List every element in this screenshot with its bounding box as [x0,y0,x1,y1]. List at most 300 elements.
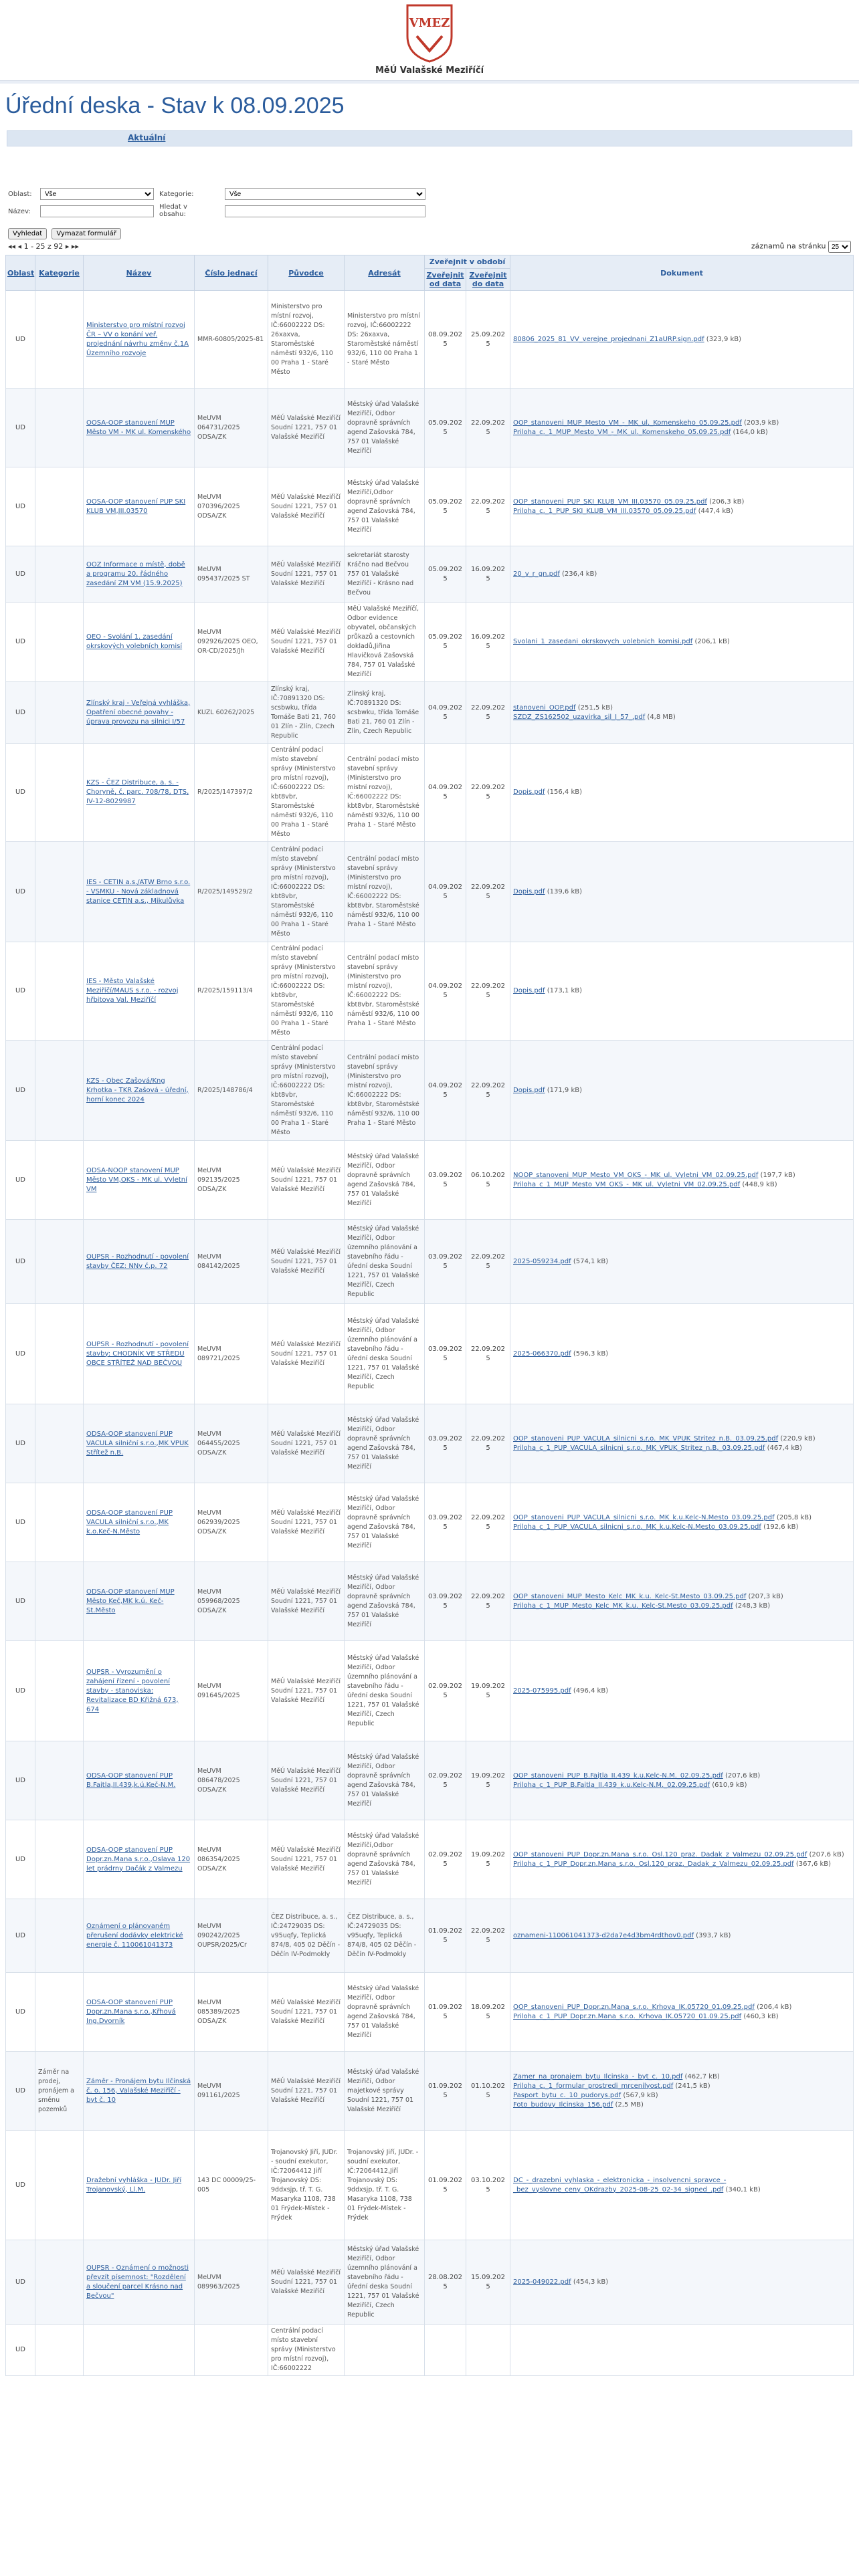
kategorie-label: Kategorie: [159,191,194,198]
cell-cislo: MeUVM 092135/2025 ODSA/ZK [195,1141,268,1220]
document-link[interactable]: Priloha_c_1_PUP_Dopr.zn.Mana_s.r.o._Osl.120_praz._Dadak_z_Valmezu_02.09.25.pdf [513,1860,794,1868]
document-size: (596,3 kB) [573,1350,609,1358]
cell-kategorie [35,2131,84,2240]
document-size: (367,6 kB) [795,1860,832,1868]
cell-od: 03.09.2025 [425,1483,466,1562]
table-row [6,1304,854,1404]
cell-puvodce: MěÚ Valašské Meziříčí Soudní 1221, 757 01 Valašské Meziříčí [268,1483,345,1562]
cell-oblast: UD [6,1404,35,1483]
document-size: (460,3 kB) [743,2012,779,2020]
document-link[interactable]: Priloha_c_1_PUP_VACULA_silnicni_s.r.o._MK_VPUK_Stritez_n.B._03.09.25.pdf [513,1444,765,1452]
cell-adresat: MěÚ Valašské Meziříčí, Odbor evidence obyvatel, občanských průkazů a cestovních dokladů,Jiřina Hlavičková Zašovská 784, 757 01 Valašské Meziříčí [345,603,425,682]
cell-puvodce: Centrální podací místo stavební správy (Ministerstvo pro místní rozvoj), IČ:66002222 DS: kbt8vbr, Staroměstské náměstí 932/6, 110 00 Praha 1 - Staré Město [268,1041,345,1141]
cell-od: 03.09.2025 [425,1141,466,1220]
table-row [6,1562,854,1641]
cell-adresat: Městský úřad Valašské Meziříčí,Odbor dopravně správních agend Zašovská 784, 757 01 Valašské Meziříčí [345,1820,425,1899]
cell-oblast: UD [6,1820,35,1899]
cell-adresat: Městský úřad Valašské Meziříčí, Odbor územního plánování a stavebního řádu - úřední deska Soudní 1221, 757 01 Valašské Meziříčí, Czech Republic [345,1304,425,1404]
cell-cislo: MeUVM 095437/2025 ST [195,546,268,603]
document-link[interactable]: SZDZ_ZS162502_uzavirka_sil_I_57_.pdf [513,713,646,721]
cell-od: 04.09.2025 [425,1041,466,1141]
document-item [513,1931,850,1941]
document-link[interactable]: Priloha_c_1_MUP_Mesto_Kelc_MK_k.u._Kelc-St.Mesto_03.09.25.pdf [513,1602,733,1610]
document-link[interactable]: 2025-066370.pdf [513,1350,571,1358]
search-button[interactable]: Vyhledat [8,228,47,239]
document-link[interactable]: Priloha_c_1_PUP_Dopr.zn.Mana_s.r.o._Krhova_IK.05720_01.09.25.pdf [513,2012,742,2020]
cell-do: 22.09.2025 [466,1404,510,1483]
cell-adresat: Městský úřad Valašské Meziříčí, Odbor dopravně správních agend Zašovská 784, 757 01 Valašské Meziříčí [345,1483,425,1562]
cell-kategorie [35,942,84,1041]
cell-oblast: UD [6,1641,35,1741]
cell-nazev [84,842,195,942]
document-size: (4,8 MB) [647,713,676,721]
cell-oblast: UD [6,603,35,682]
cell-cislo: R/2025/159113/4 [195,942,268,1041]
document-link[interactable]: 2025-059234.pdf [513,1257,571,1265]
cell-do: 18.09.2025 [466,1973,510,2052]
document-link[interactable]: Priloha_c_1_PUP_VACULA_silnicni_s.r.o._MK_k.u.Kelc-N.Mesto_03.09.25.pdf [513,1523,761,1531]
nazev-label: Název: [8,208,31,215]
cell-kategorie [35,1483,84,1562]
cell-dokument [510,2131,854,2240]
document-item [513,2101,850,2110]
document-link[interactable]: Dopis.pdf [513,788,545,796]
document-size: (207,6 kB) [725,1772,761,1780]
cell-od: 04.09.2025 [425,842,466,942]
document-link[interactable]: stanoveni_OOP.pdf [513,704,576,712]
table-row [6,1483,854,1562]
document-item [513,1180,850,1190]
document-size: (251,5 kB) [577,704,613,712]
document-item [513,1350,850,1359]
cell-oblast: UD [6,842,35,942]
cell-dokument [510,1483,854,1562]
notice-table [5,255,854,2376]
table-row [6,2240,854,2325]
document-link[interactable]: Priloha_c._1_PUP_SKI_KLUB_VM_III.03570_05.09.25.pdf [513,507,696,515]
cell-cislo: R/2025/147397/2 [195,744,268,842]
table-row [6,942,854,1041]
document-size: (2,5 MB) [615,2101,644,2109]
cell-puvodce: MěÚ Valašské Meziříčí Soudní 1221, 757 01 Valašské Meziříčí [268,2052,345,2131]
document-link[interactable]: NOOP_stanoveni_MUP_Mesto_VM_OKS_-_MK_ul._Vyletni_VM_02.09.25.pdf [513,1171,759,1179]
cell-kategorie [35,1641,84,1741]
notice-title-link[interactable]: KZS - Obec Zašová/Kng Krhotka - TKR Zašová - úřední, horní konec 2024 [86,1077,189,1103]
cell-nazev [84,467,195,546]
col-puvodce[interactable]: Původce [268,255,345,291]
col-kategorie[interactable]: Kategorie [35,255,84,291]
document-size: (206,4 kB) [757,2003,792,2011]
notice-title-link[interactable]: Oznámení o plánovaném přerušení dodávky elektrické energie č. 110061041373 [86,1922,183,1949]
tab-current[interactable]: Aktuální [128,133,166,142]
town-crest-icon [405,3,454,63]
cell-adresat: Městský úřad Valašské Meziříčí, Odbor územního plánování a stavebního řádu - úřední deska Soudní 1221, 757 01 Valašské Meziříčí, Czech Republic [345,2240,425,2325]
cell-do: 22.09.2025 [466,1562,510,1641]
table-row [6,467,854,546]
notice-title-link[interactable]: ODSA-OOP stanovení MUP Město Keč,MK k.ú. Keč-St.Město [86,1588,175,1614]
document-item [513,335,850,344]
cell-oblast: UD [6,2325,35,2376]
cell-od: 01.09.2025 [425,1973,466,2052]
cell-adresat: Městský úřad Valašské Meziříčí, Odbor dopravně správních agend Zašovská 784, 757 01 Valašské Meziříčí [345,1141,425,1220]
cell-cislo: MeUVM 064731/2025 ODSA/ZK [195,389,268,467]
table-body [6,291,854,2376]
cell-oblast: UD [6,546,35,603]
cell-dokument [510,1741,854,1820]
cell-dokument [510,842,854,942]
cell-puvodce: MěÚ Valašské Meziříčí Soudní 1221, 757 01 Valašské Meziříčí [268,389,345,467]
cell-od: 03.09.2025 [425,1220,466,1304]
cell-cislo: MeUVM 091645/2025 [195,1641,268,1741]
table-row [6,1820,854,1899]
document-link[interactable]: Foto_budovy_Ilcinska_156.pdf [513,2101,613,2109]
document-size: (173,1 kB) [547,987,583,994]
cell-nazev [84,942,195,1041]
cell-adresat: Městský úřad Valašské Meziříčí, Odbor dopravně správních agend Zašovská 784, 757 01 Valašské Meziříčí [345,1973,425,2052]
fulltext-input[interactable] [225,205,425,217]
cell-do: 15.09.2025 [466,2240,510,2325]
document-link[interactable]: 20_v_r_gn.pdf [513,570,560,578]
cell-kategorie [35,1562,84,1641]
document-item [513,2072,850,2082]
document-link[interactable]: 80806_2025_81_VV_verejne_projednani_Z1aURP.sign.pdf [513,335,704,343]
cell-dokument [510,2325,854,2376]
notice-title-link[interactable]: ODSA-OOP stanovení PUP B.Fajtla,II.439,k.ú.Keč-N.M. [86,1772,176,1789]
document-size: (164,0 kB) [733,428,768,436]
cell-puvodce: MěÚ Valašské Meziříčí Soudní 1221, 757 01 Valašské Meziříčí [268,467,345,546]
cell-do: 22.09.2025 [466,467,510,546]
document-link[interactable]: 2025-075995.pdf [513,1687,571,1695]
document-size: (206,1 kB) [694,638,730,645]
table-row [6,2325,854,2376]
document-link[interactable]: Priloha_c._1_formular_prostredi_mrcenilyost.pdf [513,2082,674,2090]
cell-kategorie [35,467,84,546]
notice-title-link[interactable]: OUPSR - Oznámení o možnosti převzít písemnost: "Rozdělení a sloučení parcel Krásno nad Bečvou" [86,2264,189,2300]
document-size: (248,3 kB) [735,1602,771,1610]
cell-adresat: sekretariát starosty Kráčno nad Bečvou 757 01 Valašské Meziříčí - Krásno nad Bečvou [345,546,425,603]
document-link[interactable]: OOP_stanoveni_PUP_Dopr.zn.Mana_s.r.o._Krhova_IK.05720_01.09.25.pdf [513,2003,755,2011]
cell-kategorie [35,389,84,467]
document-size: (220,9 kB) [780,1434,816,1442]
cell-cislo: MeUVM 070396/2025 ODSA/ZK [195,467,268,546]
cell-adresat [345,2325,425,2376]
notice-title-link[interactable]: OEO - Svolání 1. zasedání okrskových volebních komisí [86,633,183,650]
col-do[interactable]: Zveřejnit do data [466,269,510,291]
cell-oblast: UD [6,942,35,1041]
cell-do: 06.10.2025 [466,1141,510,1220]
notice-title-link[interactable]: OUPSR - Vyrozumění o zahájení řízení - povolení stavby - stanoviska: Revitalizace BD Křižná 673, 674 [86,1668,179,1713]
cell-cislo: KUZL 60262/2025 [195,682,268,744]
col-od[interactable]: Zveřejnit od data [425,269,466,291]
cell-puvodce: Centrální podací místo stavební správy (Ministerstvo pro místní rozvoj), IČ:66002222 DS: kbt8vbr, Staroměstské náměstí 932/6, 110 00 Praha 1 - Staré Město [268,842,345,942]
cell-kategorie [35,842,84,942]
first-page-icon[interactable]: ◂◂ [8,242,16,251]
table-row [6,1641,854,1741]
cell-dokument [510,942,854,1041]
document-item [513,986,850,996]
document-size: (203,9 kB) [744,419,779,427]
page-range: 1 - 25 z 92 [23,242,64,251]
cell-nazev [84,1404,195,1483]
notice-title-link[interactable]: IES - Město Valašské Meziříčí/MAUS s.r.o. - rozvoj hřbitova Val. Meziříčí [86,978,179,1004]
cell-oblast: UD [6,1973,35,2052]
document-item [513,637,850,647]
document-item [513,1772,850,1781]
next-page-icon[interactable]: ▸ [65,242,70,251]
table-row [6,1041,854,1141]
notice-title-link[interactable]: OUPSR - Rozhodnutí - povolení stavby ČEZ: NNv č.p. 72 [86,1253,189,1270]
document-link[interactable]: oznameni-110061041373-d2da7e4d3bm4rdthov0.pdf [513,1931,694,1939]
cell-oblast: UD [6,1899,35,1973]
table-row [6,842,854,942]
document-size: (241,5 kB) [675,2082,710,2090]
cell-adresat: Trojanovský Jiří, JUDr. - soudní exekutor, IČ:72064412,Jiří Trojanovský DS: 9ddxsjp, tř. T. G. Masaryka 1108, 738 01 Frýdek-Místek - Frýdek [345,2131,425,2240]
cell-od [425,2325,466,2376]
document-link[interactable]: DC_-_drazebni_vyhlaska_-_elektronicka_-_insolvencni_spravce_-_bez_vyslovne_ceny_OKdrazby_2025-08-25_02-34_signed_.pdf [513,2176,727,2193]
cell-oblast: UD [6,1741,35,1820]
cell-od: 05.09.2025 [425,467,466,546]
cell-puvodce: MěÚ Valašské Meziříčí Soudní 1221, 757 01 Valašské Meziříčí [268,546,345,603]
document-link[interactable]: Priloha_c_1_MUP_Mesto_VM_OKS_-_MK_ul._Vyletni_VM_02.09.25.pdf [513,1180,741,1188]
cell-kategorie [35,1141,84,1220]
document-link[interactable]: OOP_stanoveni_PUP_B.Fajtla_II.439_k.u.Kelc-N.M._02.09.25.pdf [513,1772,723,1780]
cell-puvodce: MěÚ Valašské Meziříčí Soudní 1221, 757 01 Valašské Meziříčí [268,1304,345,1404]
table-row [6,2131,854,2240]
kategorie-select[interactable] [225,188,425,200]
oblast-label: Oblast: [8,191,32,198]
notice-title-link[interactable]: Zlínský kraj - Veřejná vyhláška, Opatření obecné povahy - úprava provozu na silnici I/57 [86,699,191,726]
cell-od: 03.09.2025 [425,1562,466,1641]
document-link[interactable]: OOP_stanoveni_PUP_VACULA_silnicni_s.r.o._MK_VPUK_Stritez_n.B._03.09.25.pdf [513,1434,779,1442]
document-item [513,1513,850,1523]
document-size: (462,7 kB) [684,2072,720,2080]
per-page-label: záznamů na stránku [751,241,826,251]
notice-title-link[interactable]: ODSA-OOP stanovení PUP VACULA silniční s.r.o.,MK VPUK Střítež n.B. [86,1430,189,1457]
cell-oblast: UD [6,1483,35,1562]
cell-kategorie: Záměr na prodej, pronájem a směnu pozemků [35,2052,84,2131]
cell-puvodce: Zlínský kraj, IČ:70891320 DS: scsbwku, třída Tomáše Bati 21, 760 01 Zlín - Zlín, Czech Republic [268,682,345,744]
col-adresat[interactable]: Adresát [345,255,425,291]
col-oblast[interactable]: Oblast [6,255,35,291]
per-page-select[interactable] [828,241,851,253]
cell-oblast: UD [6,2131,35,2240]
document-size: (205,8 kB) [776,1513,812,1521]
cell-oblast: UD [6,2240,35,2325]
cell-nazev [84,1220,195,1304]
cell-od: 01.09.2025 [425,2131,466,2240]
document-link[interactable]: 2025-049022.pdf [513,2278,571,2286]
cell-od: 04.09.2025 [425,682,466,744]
cell-adresat: Městský úřad Valašské Meziříčí, Odbor dopravně správních agend Zašovská 784, 757 01 Valašské Meziříčí [345,389,425,467]
cell-kategorie [35,1304,84,1404]
cell-puvodce: MěÚ Valašské Meziříčí Soudní 1221, 757 01 Valašské Meziříčí [268,1141,345,1220]
crest-letters: VMEZ [409,16,450,30]
document-link[interactable]: Priloha_c_1_PUP_B.Fajtla_II.439_k.u.Kelc-N.M._02.09.25.pdf [513,1781,710,1789]
table-row [6,291,854,389]
cell-puvodce: Centrální podací místo stavební správy (Ministerstvo pro místní rozvoj), IČ:66002222 DS: kbt8vbr, Staroměstské náměstí 932/6, 110 00 Praha 1 - Staré Město [268,744,345,842]
document-link[interactable]: Dopis.pdf [513,887,545,895]
cell-adresat: Městský úřad Valašské Meziříčí, Odbor majetkové správy Soudní 1221, 757 01 Valašské Meziříčí [345,2052,425,2131]
document-size: (340,1 kB) [725,2185,761,2193]
fulltext-label: Hledat v obsahu: [159,203,187,218]
notice-title-link[interactable]: ODSA-OOP stanovení PUP Dopr.zn.Mana s.r.o.,Oslava 120 let prádrny Dačák z Valmezu [86,1846,191,1872]
cell-do [466,2325,510,2376]
notice-title-link[interactable]: OOSA-OOP stanovení PUP SKI KLUB VM,III.03570 [86,498,186,515]
document-link[interactable]: Svolani_1_zasedani_okrskovych_volebnich_komisi.pdf [513,638,693,645]
page-title: Úřední deska - Stav k 08.09.2025 [5,93,345,118]
site-header [0,0,859,75]
filter-form [0,146,859,240]
oblast-select[interactable] [40,188,154,200]
nazev-input[interactable] [40,205,154,217]
table-row [6,1404,854,1483]
last-page-icon[interactable]: ▸▸ [71,242,79,251]
cell-oblast: UD [6,291,35,389]
document-item [513,2176,850,2195]
cell-do: 22.09.2025 [466,1041,510,1141]
notice-title-link[interactable]: KZS - ČEZ Distribuce, a. s. - Choryně, č. parc. 708/78, DTS, IV-12-8029987 [86,779,189,805]
cell-cislo: MeUVM 062939/2025 ODSA/ZK [195,1483,268,1562]
cell-adresat: Centrální podací místo stavební správy (Ministerstvo pro místní rozvoj), IČ:66002222 DS: kbt8vbr, Staroměstské náměstí 932/6, 110 00 Praha 1 - Staré Město [345,744,425,842]
notice-title-link[interactable]: Dražební vyhláška - JUDr. Jiří Trojanovský, Ll.M. [86,2176,182,2193]
document-size: (207,6 kB) [809,1850,844,1858]
cell-puvodce: MěÚ Valašské Meziříčí Soudní 1221, 757 01 Valašské Meziříčí [268,1404,345,1483]
cell-do: 22.09.2025 [466,842,510,942]
document-link[interactable]: OOP_stanoveni_MUP_Mesto_Kelc_MK_k.u._Kelc-St.Mesto_03.09.25.pdf [513,1592,747,1600]
table-row [6,744,854,842]
notice-title-link[interactable]: Ministerstvo pro místní rozvoj ČR – VV o konání veř. projednání návrhu změny č.1A Územního rozvoje [86,321,189,357]
document-link[interactable]: OOP_stanoveni_PUP_Dopr.zn.Mana_s.r.o._Osl.120_praz._Dadak_z_Valmezu_02.09.25.pdf [513,1850,807,1858]
document-size: (207,3 kB) [748,1592,783,1600]
document-item [513,2091,850,2101]
cell-kategorie [35,546,84,603]
cell-cislo: MeUVM 091161/2025 [195,2052,268,2131]
notice-title-link[interactable]: ODSA-NOOP stanovení MUP Město VM,OKS - MK ul. Vyletní VM [86,1166,187,1193]
cell-cislo: MeUVM 092926/2025 OEO, OR-CD/2025/Jh [195,603,268,682]
table-row [6,1220,854,1304]
cell-dokument [510,1404,854,1483]
cell-cislo: MMR-60805/2025-81 [195,291,268,389]
document-link[interactable]: Dopis.pdf [513,1086,545,1094]
cell-oblast: UD [6,2052,35,2131]
cell-puvodce: MěÚ Valašské Meziříčí Soudní 1221, 757 01 Valašské Meziříčí [268,1220,345,1304]
table-row [6,1141,854,1220]
document-item [513,428,850,437]
pager [0,240,859,255]
document-size: (139,6 kB) [547,887,583,895]
cell-adresat: ČEZ Distribuce, a. s., IČ:24729035 DS: v95uqfy, Teplická 874/8, 405 02 Děčín - Děčín IV-Podmokly [345,1899,425,1973]
notice-title-link[interactable]: IES - CETIN a.s./ATW Brno s.r.o. - VSMKU - Nová základnová stanice CETIN a.s., Mikulůvka [86,878,191,905]
cell-cislo: R/2025/149529/2 [195,842,268,942]
col-nazev[interactable]: Název [84,255,195,291]
cell-nazev [84,2240,195,2325]
cell-adresat: Městský úřad Valašské Meziříčí, Odbor dopravně správních agend Zašovská 784, 757 01 Valašské Meziříčí [345,1741,425,1820]
cell-od: 01.09.2025 [425,1899,466,1973]
document-item [513,1592,850,1602]
document-link[interactable]: Priloha_c._1_MUP_Mesto_VM_-_MK_ul._Komenskeho_05.09.25.pdf [513,428,731,436]
cell-do: 22.09.2025 [466,1899,510,1973]
cell-dokument [510,2240,854,2325]
cell-nazev [84,2325,195,2376]
cell-dokument [510,1820,854,1899]
notice-title-link[interactable]: Záměr - Pronájem bytu Ilčínská č. o. 156, Valašské Meziříčí - byt č. 10 [86,2077,191,2104]
document-item [513,2012,850,2022]
cell-do: 22.09.2025 [466,1220,510,1304]
cell-adresat: Centrální podací místo stavební správy (Ministerstvo pro místní rozvoj), IČ:66002222 DS: kbt8vbr, Staroměstské náměstí 932/6, 110 00 Praha 1 - Staré Město [345,842,425,942]
col-cislo[interactable]: Číslo jednací [195,255,268,291]
notice-title-link[interactable]: OOZ Informace o místě, době a programu 20. řádného zasedání ZM VM (15.9.2025) [86,560,185,587]
cell-do: 22.09.2025 [466,744,510,842]
document-size: (496,4 kB) [573,1687,609,1695]
cell-puvodce: MěÚ Valašské Meziříčí Soudní 1221, 757 01 Valašské Meziříčí [268,1562,345,1641]
table-row [6,1741,854,1820]
cell-nazev [84,2131,195,2240]
table-row [6,389,854,467]
cell-adresat: Zlínský kraj, IČ:70891320 DS: scsbwku, třída Tomáše Bati 21, 760 01 Zlín - Zlín, Czech Republic [345,682,425,744]
prev-page-icon[interactable]: ◂ [17,242,22,251]
cell-dokument [510,467,854,546]
cell-cislo: MeUVM 059968/2025 ODSA/ZK [195,1562,268,1641]
col-zverejnit: Zveřejnit v období [425,255,510,269]
document-link[interactable]: Zamer_na_pronajem_bytu_Ilcinska_-_byt_c._10.pdf [513,2072,683,2080]
document-size: (448,9 kB) [742,1180,777,1188]
document-link[interactable]: OOP_stanoveni_PUP_SKI_KLUB_VM_III.03570_05.09.25.pdf [513,498,707,506]
cell-dokument [510,1141,854,1220]
notice-title-link[interactable]: ODSA-OOP stanovení PUP VACULA silniční s.r.o.,MK k.o.Keč-N.Město [86,1509,173,1535]
cell-oblast: UD [6,1041,35,1141]
cell-nazev [84,546,195,603]
cell-dokument [510,1641,854,1741]
cell-nazev [84,291,195,389]
cell-cislo: 143 DC 00009/25-005 [195,2131,268,2240]
cell-do: 01.10.2025 [466,2052,510,2131]
cell-od: 02.09.2025 [425,1741,466,1820]
notice-title-link[interactable]: OUPSR - Rozhodnutí - povolení stavby: CHODNÍK VE STŘEDU OBCE STŘÍTEŽ NAD BEČVOU [86,1340,189,1367]
document-link[interactable]: Dopis.pdf [513,987,545,994]
document-link[interactable]: OOP_stanoveni_PUP_VACULA_silnicni_s.r.o._MK_k.u.Kelc-N.Mesto_03.09.25.pdf [513,1513,775,1521]
cell-puvodce: MěÚ Valašské Meziříčí Soudní 1221, 757 01 Valašské Meziříčí [268,1820,345,1899]
cell-cislo: R/2025/148786/4 [195,1041,268,1141]
document-size: (156,4 kB) [547,788,583,796]
cell-nazev [84,1641,195,1741]
cell-od: 03.09.2025 [425,1304,466,1404]
document-item [513,713,850,722]
cell-puvodce: Centrální podací místo stavební správy (Ministerstvo pro místní rozvoj), IČ:66002222 [268,2325,345,2376]
table-row [6,1899,854,1973]
notice-title-link[interactable]: ODSA-OOP stanovení PUP Dopr.zn.Mana s.r.o.,Křhová Ing.Dvorník [86,1998,176,2025]
cell-dokument [510,1899,854,1973]
cell-adresat: Městský úřad Valašské Meziříčí,Odbor dopravně správních agend Zašovská 784, 757 01 Valašské Meziříčí [345,467,425,546]
document-size: (567,9 kB) [623,2091,658,2099]
cell-puvodce: MěÚ Valašské Meziříčí Soudní 1221, 757 01 Valašské Meziříčí [268,1973,345,2052]
document-link[interactable]: Pasport_bytu_c._10_pudorys.pdf [513,2091,622,2099]
clear-button[interactable]: Vymazat formulář [52,228,121,239]
document-item [513,704,850,713]
tab-bar [7,130,852,146]
cell-nazev [84,1820,195,1899]
notice-title-link[interactable]: OOSA-OOP stanovení MUP Město VM - MK ul. Komenského [86,419,191,436]
cell-puvodce: Ministerstvo pro místní rozvoj, IČ:66002222 DS: 26xaxva, Staroměstské náměstí 932/6, 110 00 Praha 1 - Staré Město [268,291,345,389]
cell-cislo: MeUVM 086478/2025 ODSA/ZK [195,1741,268,1820]
cell-nazev [84,1483,195,1562]
table-row [6,2052,854,2131]
document-link[interactable]: OOP_stanoveni_MUP_Mesto_VM_-_MK_ul._Komenskeho_05.09.25.pdf [513,419,742,427]
town-name: MěÚ Valašské Meziříčí [375,66,484,76]
document-size: (610,9 kB) [712,1781,747,1789]
cell-od: 05.09.2025 [425,603,466,682]
cell-nazev [84,1304,195,1404]
document-item [513,1602,850,1611]
